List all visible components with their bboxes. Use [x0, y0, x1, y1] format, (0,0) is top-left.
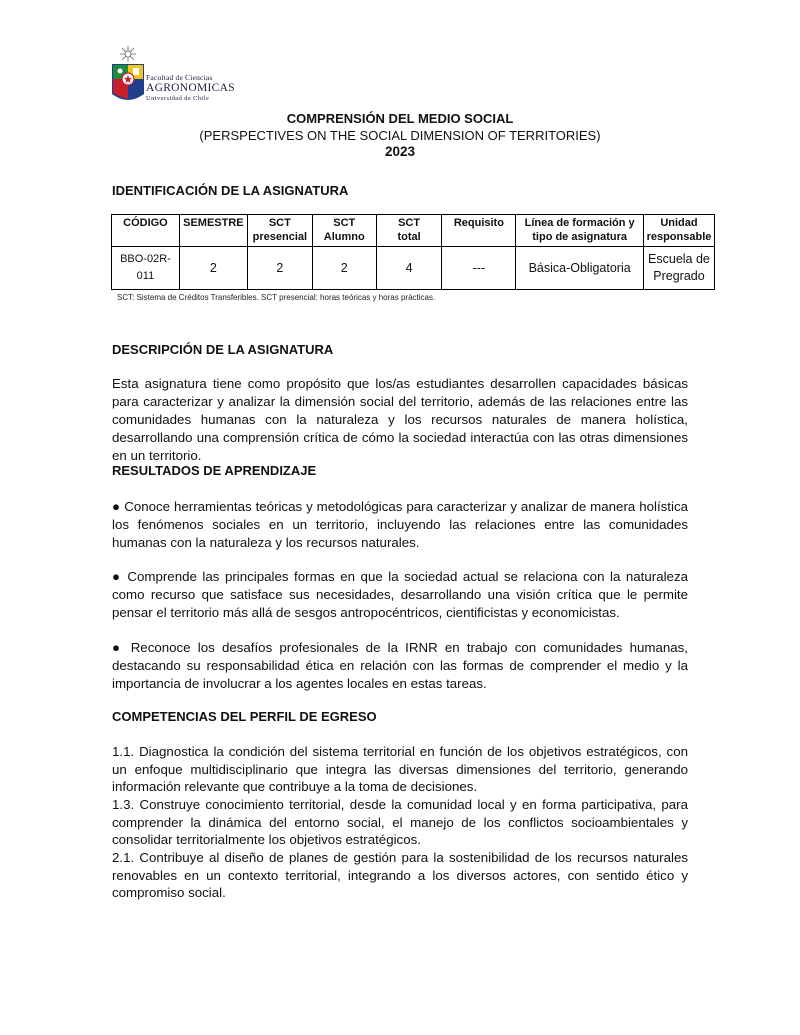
faculty-logo	[110, 44, 235, 108]
section-heading-competencias: COMPETENCIAS DEL PERFIL DE EGRESO	[112, 709, 377, 724]
col-header-codigo: CÓDIGO	[112, 215, 180, 247]
table-row	[112, 247, 715, 290]
table-footnote: SCT: Sistema de Créditos Transferibles. SCT presencial: horas teóricas y horas prácticas.	[117, 293, 436, 302]
course-info-table	[111, 214, 715, 290]
section-heading-descripcion: DESCRIPCIÓN DE LA ASIGNATURA	[112, 342, 334, 357]
logo-line-2: AGRONOMICAS	[146, 81, 235, 94]
learning-outcome-1: ● Conoce herramientas teóricas y metodológicas para caracterizar y analizar de manera holística los fenómenos sociales en un territorio, incluyendo las relaciones entre las comunidades humanas con la naturaleza y los recursos naturales.	[112, 499, 688, 550]
competency-1-3: 1.3. Construye conocimiento territorial, desde la comunidad local y en forma participativa, para comprender la dinámica del entorno social, el manejo de los conflictos socioambientales y consolidar territorialmente los objetivos estratégicos.	[112, 797, 688, 848]
section-heading-identificacion: IDENTIFICACIÓN DE LA ASIGNATURA	[112, 183, 349, 198]
cell-sct-alumno: 2	[312, 247, 376, 290]
cell-sct-total: 4	[376, 247, 442, 290]
col-header-linea: Línea de formación y tipo de asignatura	[516, 215, 644, 247]
cell-sct-presencial: 2	[247, 247, 312, 290]
learning-outcome-3: ● Reconoce los desafíos profesionales de la IRNR en trabajo con comunidades humanas, destacando su responsabilidad ética en relación con las formas de comprender el medio y la importancia de involucrar a los agentes locales en estas tareas.	[112, 640, 688, 691]
competency-1-1: 1.1. Diagnostica la condición del sistema territorial en función de los objetivos estratégicos, con un enfoque multidisciplinario que integra las diversas dimensiones del territorio, generando información relevante que contribuye a la toma de decisiones.	[112, 744, 688, 795]
course-subtitle: (PERSPECTIVES ON THE SOCIAL DIMENSION OF TERRITORIES)	[199, 127, 601, 143]
logo-wordmark	[146, 74, 235, 103]
table-header-row	[112, 215, 715, 247]
cell-codigo: BBO-02R-011	[112, 247, 180, 290]
logo-line-1: Facultad de Ciencias	[146, 73, 213, 82]
document-header	[0, 111, 800, 161]
section-heading-resultados: RESULTADOS DE APRENDIZAJE	[112, 463, 317, 478]
col-header-requisito: Requisito	[442, 215, 516, 247]
university-seal-icon	[110, 44, 146, 108]
logo-line-3: Universidad de Chile	[146, 95, 210, 102]
course-title: COMPRENSIÓN DEL MEDIO SOCIAL	[286, 111, 514, 126]
cell-requisito: ---	[442, 247, 516, 290]
description-paragraph: Esta asignatura tiene como propósito que los/as estudiantes desarrollen capacidades básicas para caracterizar y analizar la dimensión social del territorio, además de las relaciones entre las comunidades humanas con la naturaleza y los recursos naturales de manera holística, desarrollando una comprensión crítica de cómo la sociedad interactúa con las otras dimensiones en un territorio.	[112, 376, 688, 463]
col-header-sct-total: SCT total	[376, 215, 442, 247]
col-header-semestre: SEMESTRE	[179, 215, 247, 247]
competency-2-1: 2.1. Contribuye al diseño de planes de gestión para la sostenibilidad de los recursos naturales renovables en un contexto territorial, integrando a los diversos actores, con sentido ético y compromiso social.	[112, 850, 688, 901]
learning-outcome-2: ● Comprende las principales formas en que la sociedad actual se relaciona con la naturaleza como recurso que satisface sus necesidades, desarrollando una visión crítica que le permite pensar el territorio más allá de sesgos antropocéntricos, cientificistas y economicistas.	[112, 569, 688, 620]
col-header-sct-presencial: SCT presencial	[247, 215, 312, 247]
cell-linea: Básica-Obligatoria	[516, 247, 644, 290]
col-header-sct-alumno: SCT Alumno	[312, 215, 376, 247]
course-year: 2023	[384, 144, 416, 159]
col-header-unidad: Unidad responsable	[643, 215, 714, 247]
cell-semestre: 2	[179, 247, 247, 290]
cell-unidad: Escuela de Pregrado	[643, 247, 714, 290]
